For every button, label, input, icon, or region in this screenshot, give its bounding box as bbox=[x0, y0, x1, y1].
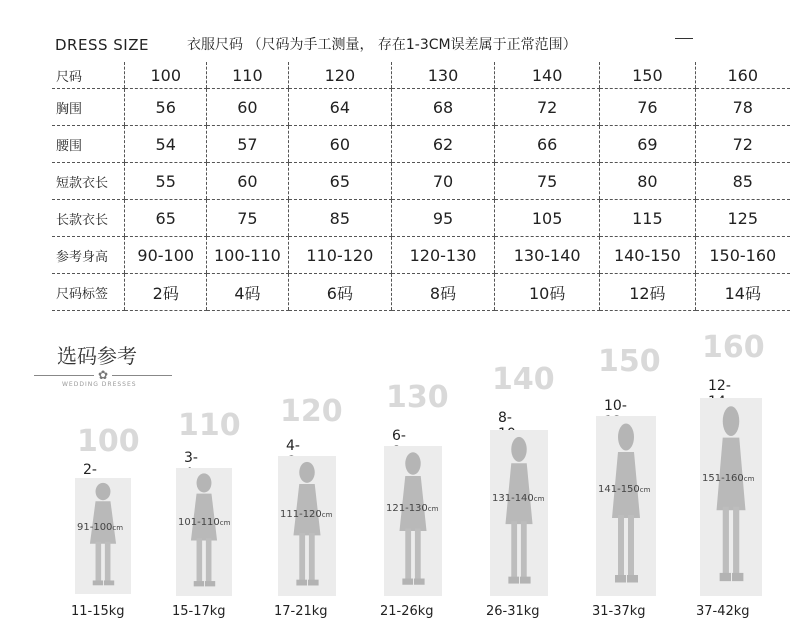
size-cell: 60 bbox=[207, 89, 289, 126]
size-cell: 100 bbox=[125, 62, 207, 89]
height-unit: cm bbox=[533, 495, 545, 503]
size-cell: 65 bbox=[125, 200, 207, 237]
child-photo-frame bbox=[75, 478, 131, 594]
guide-title: 选码参考 bbox=[57, 344, 137, 368]
size-cell: 85 bbox=[695, 163, 790, 200]
size-cell: 80 bbox=[600, 163, 695, 200]
size-chart-header bbox=[55, 34, 755, 56]
size-table-row bbox=[52, 89, 790, 126]
size-table-row bbox=[52, 200, 790, 237]
chart-title: DRESS SIZE bbox=[55, 36, 149, 54]
weight-label: 31-37kg bbox=[592, 604, 646, 619]
height-unit: cm bbox=[639, 486, 651, 494]
height-range-label bbox=[178, 517, 230, 528]
child-photo-frame bbox=[176, 468, 232, 596]
size-cell: 100-110 bbox=[207, 237, 289, 274]
height-range-label bbox=[386, 503, 438, 514]
size-table bbox=[52, 62, 790, 311]
child-photo-frame bbox=[700, 398, 762, 596]
height-range-label bbox=[280, 509, 332, 520]
size-table-row bbox=[52, 274, 790, 311]
decoration-line-left bbox=[34, 375, 94, 376]
row-label: 参考身高 bbox=[52, 237, 125, 274]
size-cell: 54 bbox=[125, 126, 207, 163]
child-photo-frame bbox=[490, 430, 548, 596]
weight-label: 17-21kg bbox=[274, 604, 328, 619]
row-label: 腰围 bbox=[52, 126, 125, 163]
height-range-value: 141-150 bbox=[598, 484, 640, 495]
size-cell: 160 bbox=[695, 62, 790, 89]
weight-label: 26-31kg bbox=[486, 604, 540, 619]
size-cell: 70 bbox=[391, 163, 494, 200]
size-cell: 105 bbox=[495, 200, 600, 237]
size-number: 130 bbox=[386, 380, 449, 415]
size-cell: 6码 bbox=[288, 274, 391, 311]
age-label: 12- bbox=[708, 378, 731, 394]
size-cell: 130 bbox=[391, 62, 494, 89]
height-unit: cm bbox=[112, 524, 124, 532]
size-cell: 14码 bbox=[695, 274, 790, 311]
child-photo-frame bbox=[596, 416, 656, 596]
size-number: 150 bbox=[598, 344, 661, 379]
height-unit: cm bbox=[321, 511, 333, 519]
size-cell: 110 bbox=[207, 62, 289, 89]
age-label: 6- bbox=[392, 428, 406, 444]
size-cell: 75 bbox=[207, 200, 289, 237]
size-cell: 68 bbox=[391, 89, 494, 126]
height-range-label bbox=[77, 522, 123, 533]
size-cell: 57 bbox=[207, 126, 289, 163]
size-cell: 78 bbox=[695, 89, 790, 126]
size-cell: 130-140 bbox=[495, 237, 600, 274]
height-range-value: 111-120 bbox=[280, 509, 322, 520]
height-unit: cm bbox=[743, 475, 755, 483]
size-number: 110 bbox=[178, 408, 241, 443]
size-cell: 90-100 bbox=[125, 237, 207, 274]
size-table-row bbox=[52, 237, 790, 274]
weight-label: 21-26kg bbox=[380, 604, 434, 619]
size-table-row bbox=[52, 62, 790, 89]
height-range-value: 121-130 bbox=[386, 503, 428, 514]
row-label: 胸围 bbox=[52, 89, 125, 126]
height-range-value: 101-110 bbox=[178, 517, 220, 528]
size-cell: 125 bbox=[695, 200, 790, 237]
size-cell: 76 bbox=[600, 89, 695, 126]
child-photo-frame bbox=[384, 446, 442, 596]
height-unit: cm bbox=[427, 505, 439, 513]
size-cell: 56 bbox=[125, 89, 207, 126]
row-label: 尺码 bbox=[52, 62, 125, 89]
weight-label: 15-17kg bbox=[172, 604, 226, 619]
age-label: 2- bbox=[83, 462, 97, 478]
child-silhouette-icon bbox=[384, 446, 442, 596]
height-range-value: 91-100 bbox=[77, 522, 113, 533]
title-decoration bbox=[34, 366, 174, 390]
child-silhouette-icon bbox=[596, 416, 656, 596]
size-table-row bbox=[52, 163, 790, 200]
size-cell: 85 bbox=[288, 200, 391, 237]
child-silhouette-icon bbox=[700, 398, 762, 596]
height-range-value: 151-160 bbox=[702, 473, 744, 484]
size-cell: 75 bbox=[495, 163, 600, 200]
decoration-line-right bbox=[112, 375, 172, 376]
size-number: 120 bbox=[280, 394, 343, 429]
age-label: 4- bbox=[286, 438, 300, 454]
age-label: 10- bbox=[604, 398, 627, 414]
child-silhouette-icon bbox=[490, 430, 548, 596]
size-cell: 72 bbox=[695, 126, 790, 163]
size-cell: 69 bbox=[600, 126, 695, 163]
size-cell: 55 bbox=[125, 163, 207, 200]
size-cell: 64 bbox=[288, 89, 391, 126]
size-cell: 2码 bbox=[125, 274, 207, 311]
height-range-label bbox=[598, 484, 650, 495]
size-cell: 140 bbox=[495, 62, 600, 89]
row-label: 短款衣长 bbox=[52, 163, 125, 200]
child-silhouette-icon bbox=[75, 478, 131, 594]
size-number: 100 bbox=[77, 424, 140, 459]
height-range-label bbox=[702, 473, 754, 484]
size-number: 140 bbox=[492, 362, 555, 397]
chart-subtitle: 衣服尺码 （尺码为手工测量， 存在1-3CM误差属于正常范围） bbox=[187, 37, 577, 53]
size-cell: 62 bbox=[391, 126, 494, 163]
decoration-text: WEDDING DRESSES bbox=[62, 381, 137, 388]
size-cell: 60 bbox=[288, 126, 391, 163]
size-cell: 150-160 bbox=[695, 237, 790, 274]
height-range-value: 131-140 bbox=[492, 493, 534, 504]
size-cell: 4码 bbox=[207, 274, 289, 311]
size-cell: 8码 bbox=[391, 274, 494, 311]
age-label: 3- bbox=[184, 450, 198, 466]
size-cell: 95 bbox=[391, 200, 494, 237]
weight-label: 11-15kg bbox=[71, 604, 125, 619]
size-cell: 66 bbox=[495, 126, 600, 163]
row-label: 尺码标签 bbox=[52, 274, 125, 311]
size-cell: 12码 bbox=[600, 274, 695, 311]
header-dash bbox=[675, 38, 693, 39]
row-label: 长款衣长 bbox=[52, 200, 125, 237]
height-range-label bbox=[492, 493, 544, 504]
size-cell: 60 bbox=[207, 163, 289, 200]
size-number: 160 bbox=[702, 330, 765, 365]
height-unit: cm bbox=[219, 519, 231, 527]
size-cell: 140-150 bbox=[600, 237, 695, 274]
weight-label: 37-42kg bbox=[696, 604, 750, 619]
size-cell: 115 bbox=[600, 200, 695, 237]
flower-icon: ✿ bbox=[98, 368, 109, 382]
size-cell: 110-120 bbox=[288, 237, 391, 274]
size-cell: 120-130 bbox=[391, 237, 494, 274]
child-silhouette-icon bbox=[278, 456, 336, 596]
size-cell: 10码 bbox=[495, 274, 600, 311]
size-cell: 72 bbox=[495, 89, 600, 126]
size-table-row bbox=[52, 126, 790, 163]
size-cell: 65 bbox=[288, 163, 391, 200]
size-cell: 150 bbox=[600, 62, 695, 89]
age-label: 8- bbox=[498, 410, 512, 426]
child-silhouette-icon bbox=[176, 468, 232, 596]
child-photo-frame bbox=[278, 456, 336, 596]
size-cell: 120 bbox=[288, 62, 391, 89]
